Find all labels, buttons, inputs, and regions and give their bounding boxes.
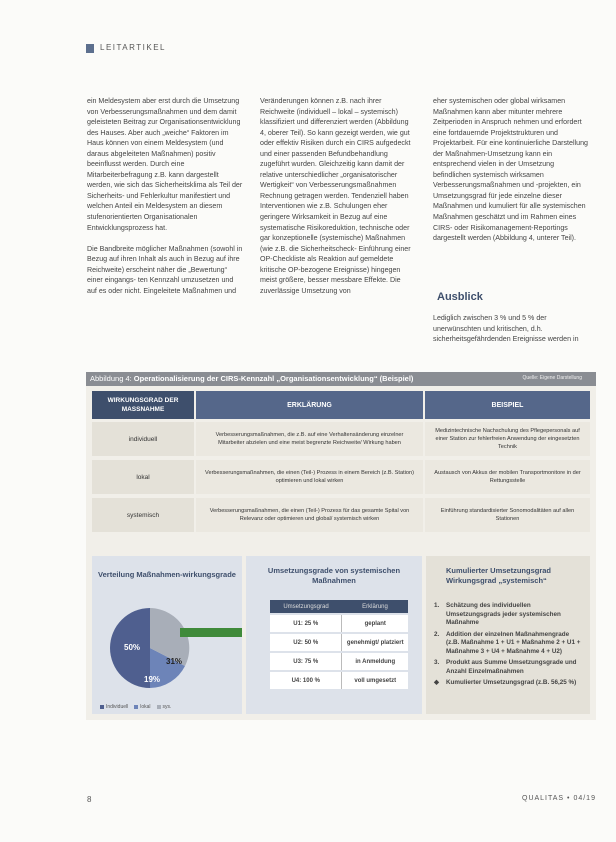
pie-label: 31% [166, 657, 183, 666]
grade-explanation: geplant [364, 620, 386, 627]
grades-header-cell: Umsetzungsgrad [283, 603, 329, 610]
paragraph: eher systemischen oder global wirksamen Maßnahmen kann aber mitunter mehrere Zeitperioden in Anspruch nehmen und erfordert eine fortdauernde Projektstrukturen und Projektarbeit. Für eine kontinuierliche Darstellung der Maßnahmen-Umsetzung kann ein entsprechend vielen in der Umsetzung befindlichen systemisch wirksamen Verbesserungsmaßnahmen und -projekten, ein Umsetzungsgrad für jede einzelne dieser Maßnahmen und kumuliert für alle systemischen Maßnahmen geschätzt und im Rahmen eines CIRS- oder Risikomanagement-Reportings dargestellt werden (Abbildung 4, unterer Teil). [433, 97, 588, 243]
step-item: 3. Produkt aus Summe Umsetzungsgrade und Anzahl Einzelmaßnahmen [434, 659, 577, 675]
pie-title: Verteilung Maßnahmen-wirkungsgrade [98, 570, 236, 579]
legend-item: sys. [157, 704, 172, 710]
level-cell: lokal [92, 460, 194, 494]
column-header-level: WIRKUNGSGRAD DER MASSNAHME [92, 391, 194, 419]
example-cell: Einführung standardisierter Sonomodalitäten auf allen Stationen [425, 498, 590, 532]
step-item: 2. Addition der einzelnen Maßnahmengrade (z.B. Maßnahme 1 + U1 + Maßnahme 2 + U1 + Maßnahme 3 + U4 + Maßnahme 4 + U2) [434, 630, 581, 655]
section-heading-ausblick: Ausblick [437, 291, 483, 303]
grade-cell: U3: 75 % [270, 653, 342, 670]
step-item: 1. Schätzung des individuellen Umsetzungsgrads jeder systemischen Maßnahme [434, 602, 561, 626]
grades-row [270, 653, 408, 670]
grades-row [270, 615, 408, 632]
grades-header-cell: Erklärung [362, 603, 388, 610]
example-cell: Austausch von Akkus der mobilen Transportmonitore in der Rettungsstelle [425, 460, 590, 494]
figure-4 [86, 372, 596, 720]
grades-panel [246, 556, 422, 714]
section-label: LEITARTIKEL [100, 43, 166, 52]
pie-panel [92, 556, 242, 714]
grade-cell: U4: 100 % [270, 672, 342, 689]
grade-explanation: in Anmeldung [355, 658, 396, 665]
level-cell: individuell [92, 422, 194, 456]
pie-label: 50% [124, 643, 141, 652]
step-item: ◆ Kumulierter Umsetzungsgrad (z.B. 56,25 %) [434, 679, 577, 686]
grade-explanation: genehmigt/ platziert [346, 639, 404, 646]
pie-legend [100, 704, 171, 710]
legend-item: Individuell [100, 704, 128, 710]
article-column-1 [87, 96, 243, 307]
explanation-cell: Verbesserungsmaßnahmen, die z.B. auf eine Verhaltensänderung einzelner Mitarbeiter abzielen und eine meist begrenzte Reichweite/ Wirkung haben [196, 422, 423, 456]
figure-title-bar [86, 372, 596, 386]
column-header-example: BEISPIEL [425, 391, 590, 419]
column-header-explanation: ERKLÄRUNG [196, 391, 423, 419]
page-number: 8 [87, 795, 92, 804]
example-cell: Medizintechnische Nachschulung des Pflegepersonals auf einer Station zur fehlerfreien Anwendung der eingesetzten Technik [425, 422, 590, 456]
grade-cell: U1: 25 % [270, 615, 342, 632]
grades-title: Umsetzungsgrade von systemischen Maßnahmen [267, 566, 401, 585]
grades-table [270, 600, 408, 689]
grades-row [270, 672, 408, 689]
grades-header-row [270, 600, 408, 613]
explanation-cell: Verbesserungsmaßnahmen, die einen (Teil-) Prozess für das gesamte Spital von Relevanz oder optimieren und global/ systemisch wirken [196, 498, 423, 532]
systemic-callout-bar [180, 628, 242, 637]
grades-row [270, 634, 408, 651]
pie-label: 19% [144, 675, 161, 684]
paragraph: Veränderungen können z.B. nach ihrer Reichweite (individuell – lokal – systemisch) klassifiziert und differenziert werden (Abbildung 4, oberer Teil). So kann gezeigt werden, wie gut oder effektiv Risiken durch ein CIRS aufgedeckt und einer passenden Befundbehandlung zugeführt wurden. Gleichzeitig kann damit der relative unterschiedlicher „organisatorischer Wertigkeit“ von Verbesserungsmaßnahmen Rechnung getragen werden. Tendenziell haben Interventionen wie z.B. Schulungen eher geringere Wirksamkeit in Bezug auf eine systematische Risikoreduktion, technische oder gar konzeptionelle (systemische) Maßnahmen (wie z.B. die Sicherheitscheck- Einführung einer OP-Checkliste als Reaktion auf gemeldete kritische OP-bezogene Ereignisse) hingegen meist größere, besser messbare Effekte. Die zuverlässige Umsetzung von [260, 97, 411, 295]
figure-title: Abbildung 4: Operationalisierung der CIRS-Kennzahl „Organisationsentwicklung“ (Beispiel) [90, 374, 414, 383]
paragraph: Die Bandbreite möglicher Maßnahmen (sowohl in Bezug auf ihren Inhalt als auch in Bezug auf ihre Reichweite) erscheint näher die „Bewertung“ einer eingangs- ten Kennzahl umzusetzen und auf es oder nicht. Eingeleitete Maßnahmen und [87, 244, 243, 295]
section-marker [86, 44, 94, 53]
grade-cell: U2: 50 % [270, 634, 342, 651]
magazine-issue: QUALITAS • 04/19 [522, 795, 596, 802]
pie-chart [92, 588, 242, 708]
grade-explanation: voll umgesetzt [354, 677, 397, 684]
cumulative-title: Kumulierter Umsetzungsgrad Wirkungsgrad „systemisch“ [446, 566, 552, 585]
level-cell: systemisch [92, 498, 194, 532]
figure-source: Quelle: Eigene Darstellung [522, 375, 582, 381]
paragraph: ein Meldesystem aber erst durch die Umsetzung von Verbesserungsmaßnahmen und dem damit geleisteten Beitrag zur Organisationsentwicklung des Hauses. Aber auch „weiche“ Faktoren im Haus können von einem Meldesystem (und daraus abgeleiteten Maßnahmen) positiv beeinflusst werden. Durch eine Mitarbeiterbefragung z.B. kann dargestellt werden, wie sich das Sicherheitsklima als Teil der Sicherheits- und Fehlerkultur manifestiert und welchen Anteil ein Meldesystem an diesem stufenorientierten Organisationalen Entwicklungsprozess hat. [87, 97, 243, 232]
cumulative-panel [426, 556, 590, 714]
cumulative-steps [434, 602, 584, 691]
legend-item: lokal [134, 704, 150, 710]
article-column-2 [260, 96, 416, 307]
article-column-3 [433, 96, 589, 254]
paragraph: Lediglich zwischen 3 % und 5 % der unerwünschten und kritischen, d.h. sicherheitsgefährdenden Ereignisse werden in [433, 314, 579, 344]
explanation-cell: Verbesserungsmaßnahmen, die einen (Teil-) Prozess in einem Bereich (z.B. Station) optimieren und lokal wirken [196, 460, 423, 494]
